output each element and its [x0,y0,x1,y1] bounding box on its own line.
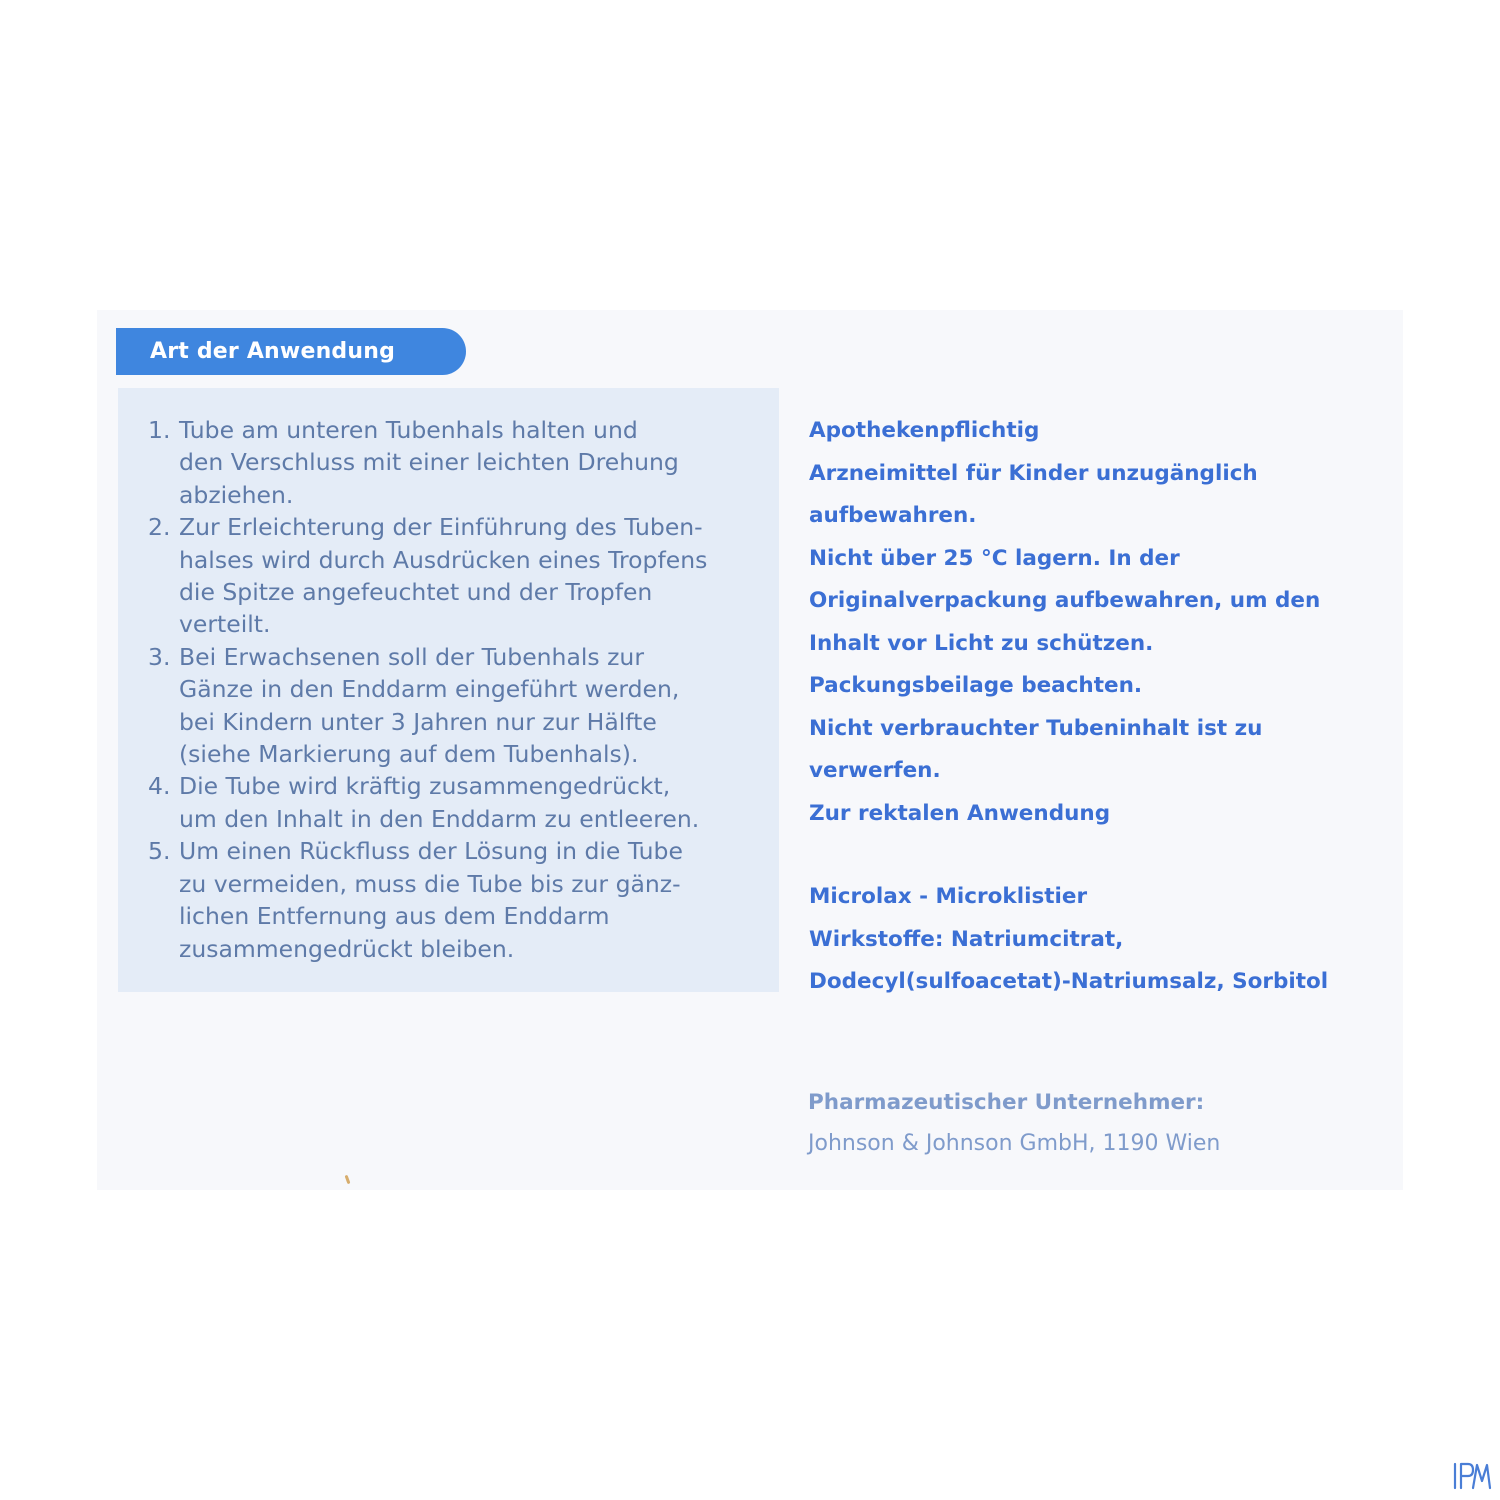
product-info [809,876,1399,1004]
list-item [148,414,780,511]
step-number: 3. [148,642,171,671]
product-line: Wirkstoffe: Natriumcitrat, [809,926,1124,952]
step-line: Um einen Rückfluss der Lösung in die Tube [179,837,683,866]
step-line: um den Inhalt in den Enddarm zu entleeren. [179,804,700,833]
marketing-holder-name: Johnson & Johnson GmbH, 1190 Wien [808,1131,1221,1156]
step-line: lichen Entfernung aus dem Enddarm [179,902,610,931]
step-line: abziehen. [179,480,294,509]
info-line: Nicht über 25 °C lagern. In der [809,545,1180,571]
step-text [179,414,780,511]
step-text [179,511,780,641]
step-line: zusammengedrückt bleiben. [179,934,515,963]
step-line: Die Tube wird kräftig zusammengedrückt, [179,772,671,801]
product-line: Dodecyl(sulfoacetat)-Natriumsalz, Sorbitol [809,969,1329,994]
step-number: 4. [148,772,171,801]
info-line: Arzneimittel für Kinder unzugänglich [809,460,1258,486]
step-line: Zur Erleichterung der Einführung des Tuben- [179,513,703,542]
info-line: Zur rektalen Anwendung [809,800,1111,826]
step-line: halses wird durch Ausdrücken eines Tropfens [179,545,708,574]
section-title: Art der Anwendung [116,328,466,375]
list-item [148,770,780,835]
step-number: 5. [148,837,171,866]
step-line: bei Kindern unter 3 Jahren nur zur Hälfte [179,707,657,736]
info-line: Nicht verbrauchter Tubeninhalt ist zu [809,715,1263,741]
step-line: Bei Erwachsenen soll der Tubenhals zur [179,642,644,671]
info-line: Packungsbeilage beachten. [809,673,1143,698]
step-line: Tube am unteren Tubenhals halten und [179,416,638,444]
step-line: den Verschluss mit einer leichten Drehung [179,448,679,477]
list-item [148,835,780,965]
step-line: verteilt. [179,610,271,639]
step-text [179,835,780,965]
step-line: Gänze in den Enddarm eingeführt werden, [179,675,680,704]
step-line: die Spitze angefeuchtet und der Tropfen [179,578,653,607]
step-text [179,641,780,771]
step-text [179,770,780,835]
step-line: (siehe Markierung auf dem Tubenhals). [179,740,639,769]
info-line: verwerfen. [809,758,941,783]
storage-info [809,410,1399,835]
list-item [148,511,780,641]
step-number: 1. [148,416,171,444]
step-line: zu vermeiden, muss die Tube bis zur gänz- [179,869,681,898]
list-item [148,641,780,771]
info-line: Apothekenpflichtig [809,418,1040,443]
marketing-holder-title: Pharmazeutischer Unternehmer: [808,1090,1205,1115]
info-line: aufbewahren. [809,503,977,528]
product-line: Microlax - Microklistier [809,884,1088,909]
info-line: Inhalt vor Licht zu schützen. [809,630,1154,656]
info-line: Originalverpackung aufbewahren, um den [809,588,1321,613]
ipm-logo-icon [1452,1461,1492,1491]
step-number: 2. [148,513,171,542]
instructions-list [148,414,780,965]
